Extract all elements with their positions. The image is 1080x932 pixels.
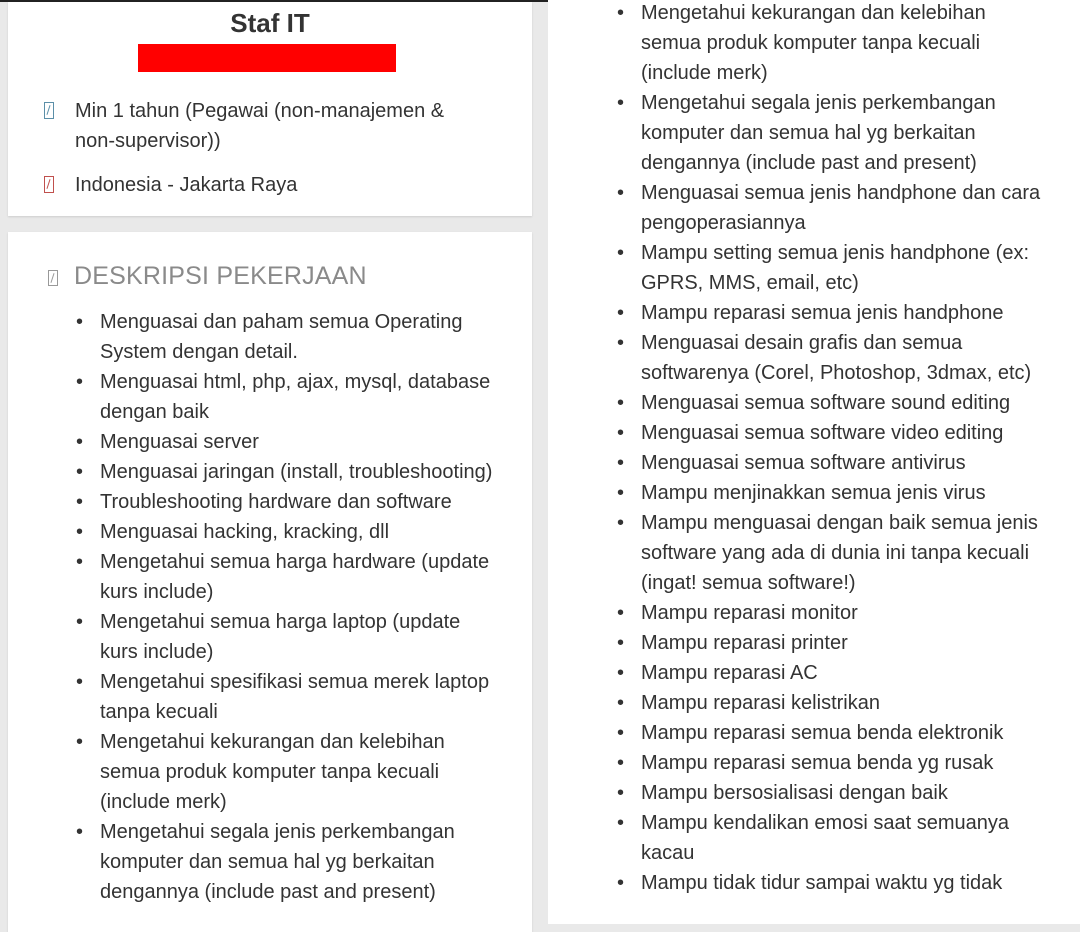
section-heading-label: DESKRIPSI PEKERJAAN xyxy=(74,262,367,290)
list-item: • Mampu menguasai dengan baik semua jenis software yang ada di dunia ini tanpa kecuali (ingat! semua software!) xyxy=(641,508,1051,598)
list-item: • Mengetahui segala jenis perkembangan komputer dan semua hal yg berkaitan dengannya (include past and present) xyxy=(100,817,500,907)
list-item: • Mampu menjinakkan semua jenis virus xyxy=(641,478,1051,508)
list-item: • Mengetahui segala jenis perkembangan komputer dan semua hal yg berkaitan dengannya (include past and present) xyxy=(641,88,1051,178)
list-item: • Mengetahui semua harga laptop (update kurs include) xyxy=(100,607,500,667)
list-item: • Mampu reparasi semua benda yg rusak xyxy=(641,748,1051,778)
job-title: Staf IT xyxy=(230,8,310,38)
company-name-redaction xyxy=(138,44,396,72)
right-description-list xyxy=(641,0,1051,898)
list-item: • Mampu reparasi monitor xyxy=(641,598,1051,628)
list-item: • Mengetahui kekurangan dan kelebihan semua produk komputer tanpa kecuali (include merk) xyxy=(100,727,500,817)
list-item: • Menguasai html, php, ajax, mysql, database dengan baik xyxy=(100,367,500,427)
list-item: • Mampu reparasi AC xyxy=(641,658,1051,688)
list-item: • Mampu bersosialisasi dengan baik xyxy=(641,778,1051,808)
list-item: • Menguasai jaringan (install, troubleshooting) xyxy=(100,457,500,487)
job-description-card xyxy=(8,232,532,932)
list-item: • Mampu setting semua jenis handphone (ex: GPRS, MMS, email, etc) xyxy=(641,238,1051,298)
list-item: • Menguasai semua software video editing xyxy=(641,418,1051,448)
list-item: • Menguasai semua software sound editing xyxy=(641,388,1051,418)
list-item: • Menguasai semua jenis handphone dan cara pengoperasiannya xyxy=(641,178,1051,238)
list-item: • Mampu reparasi semua benda elektronik xyxy=(641,718,1051,748)
list-item: • Menguasai semua software antivirus xyxy=(641,448,1051,478)
job-summary-card xyxy=(8,2,532,216)
list-item: • Mampu kendalikan emosi saat semuanya kacau xyxy=(641,808,1051,868)
list-item: • Menguasai server xyxy=(100,427,500,457)
list-item: • Mampu reparasi kelistrikan xyxy=(641,688,1051,718)
list-item: • Mengetahui kekurangan dan kelebihan semua produk komputer tanpa kecuali (include merk) xyxy=(641,0,1051,88)
list-item: • Troubleshooting hardware dan software xyxy=(100,487,500,517)
right-column xyxy=(548,0,1080,924)
left-column xyxy=(0,0,540,924)
location-text: Indonesia - Jakarta Raya xyxy=(75,174,298,196)
list-item: • Mampu tidak tidur sampai waktu yg tidak xyxy=(641,868,1051,898)
clock-icon xyxy=(44,102,54,119)
map-pin-icon xyxy=(44,176,54,193)
experience-text: Min 1 tahun (Pegawai (non-manajemen & non-supervisor)) xyxy=(75,100,445,152)
list-item: • Mengetahui spesifikasi semua merek laptop tanpa kecuali xyxy=(100,667,500,727)
left-description-list xyxy=(100,307,500,907)
list-item: • Menguasai dan paham semua Operating System dengan detail. xyxy=(100,307,500,367)
list-item: • Menguasai desain grafis dan semua softwarenya (Corel, Photoshop, 3dmax, etc) xyxy=(641,328,1051,388)
briefcase-icon xyxy=(48,270,58,286)
list-item: • Menguasai hacking, kracking, dll xyxy=(100,517,500,547)
list-item: • Mampu reparasi semua jenis handphone xyxy=(641,298,1051,328)
list-item: • Mampu reparasi printer xyxy=(641,628,1051,658)
list-item: • Mengetahui semua harga hardware (update kurs include) xyxy=(100,547,500,607)
